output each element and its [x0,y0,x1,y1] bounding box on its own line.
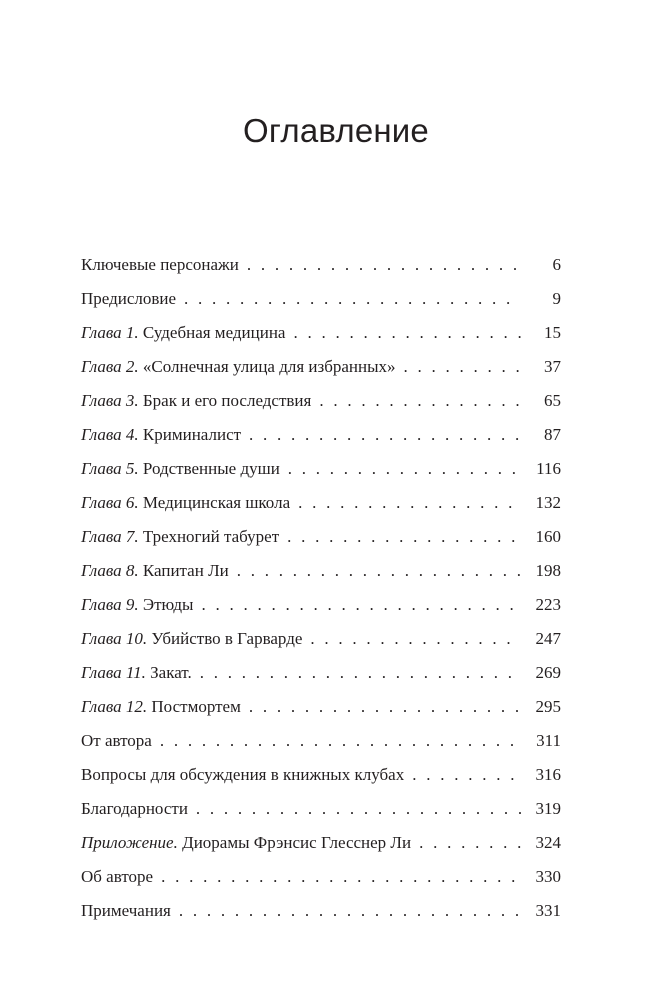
toc-entry[interactable] [81,758,561,792]
toc-entry[interactable] [81,486,561,520]
toc-entry-label [81,724,152,758]
dot-leader [160,724,521,758]
toc-entry-label [81,486,290,520]
toc-entry-label [81,690,241,724]
toc-entry-title: От автора [81,731,152,750]
toc-entry-page-number: 87 [544,425,561,444]
toc-entry[interactable] [81,418,561,452]
toc-entry[interactable] [81,554,561,588]
toc-entry[interactable] [81,248,561,282]
toc-entry-title: Диорамы Фрэнсис Глесснер Ли [177,833,412,852]
toc-entry-chapter-number: Глава 8. [81,561,139,580]
toc-entry-title: Брак и его последствия [138,391,312,410]
toc-entry-label [81,758,404,792]
toc-entry-label [81,656,192,690]
toc-entry-page-number: 15 [544,323,561,342]
toc-entry-page-number: 331 [535,901,561,920]
toc-entry-page-number: 247 [535,629,561,648]
toc-entry-chapter-number: Приложение. [81,833,178,852]
toc-entry-label [81,350,396,384]
dot-leader [310,622,521,656]
toc-entry-title: Этюды [138,595,194,614]
toc-entry[interactable] [81,350,561,384]
toc-entry-label [81,588,193,622]
toc-entry-page-number: 6 [552,255,561,274]
toc-entry-label [81,418,241,452]
toc-entry-page-number: 223 [535,595,561,614]
dot-leader [184,282,521,316]
toc-entry-page-number: 160 [535,527,561,546]
toc-entry-chapter-number: Глава 12. [81,697,148,716]
toc-entry-chapter-number: Глава 4. [81,425,139,444]
dot-leader [196,792,521,826]
toc-entry-title: Криминалист [138,425,242,444]
toc-entry[interactable] [81,520,561,554]
toc-entry-page-number: 319 [535,799,561,818]
toc-entry[interactable] [81,622,561,656]
toc-entry-title: Убийство в Гарварде [147,629,303,648]
toc-entry-page-number: 37 [544,357,561,376]
dot-leader [249,690,521,724]
toc-entry-chapter-number: Глава 2. [81,357,139,376]
toc-entry-chapter-number: Глава 5. [81,459,139,478]
toc-entry[interactable] [81,656,561,690]
toc-entry-title: Об авторе [81,867,154,886]
toc-entry-page-number: 330 [535,867,561,886]
toc-entry-title: Судебная медицина [138,323,286,342]
toc-entry[interactable] [81,894,561,928]
toc-entry[interactable] [81,690,561,724]
toc-entry-title: Предисловие [81,289,177,308]
toc-entry-label [81,554,229,588]
dot-leader [201,588,521,622]
toc-entry[interactable] [81,588,561,622]
toc-entry-label [81,452,280,486]
toc-entry-label [81,894,171,928]
dot-leader [247,248,521,282]
dot-leader [293,316,521,350]
toc-entry-label [81,248,239,282]
toc-entry-chapter-number: Глава 11. [81,663,146,682]
toc-entry[interactable] [81,452,561,486]
toc-entry-title: Примечания [81,901,171,920]
toc-entry-page-number: 116 [536,459,561,478]
toc-entry-title: Вопросы для обсуждения в книжных клубах [81,765,405,784]
dot-leader [404,350,521,384]
toc-entry-title: Благодарности [81,799,188,818]
toc-entry-page-number: 65 [544,391,561,410]
dot-leader [249,418,521,452]
dot-leader [161,860,521,894]
toc-entry-label [81,860,153,894]
toc-entry-page-number: 311 [536,731,561,750]
toc-entry-chapter-number: Глава 10. [81,629,148,648]
dot-leader [237,554,521,588]
dot-leader [298,486,521,520]
toc-entry-chapter-number: Глава 6. [81,493,139,512]
dot-leader [419,826,521,860]
toc-entry-chapter-number: Глава 3. [81,391,139,410]
toc-entry-label [81,520,279,554]
dot-leader [319,384,521,418]
toc-entry[interactable] [81,792,561,826]
toc-entry-page-number: 295 [535,697,561,716]
toc-entry-title: Трехногий табурет [138,527,280,546]
toc-entry-label [81,826,411,860]
page-title: Оглавление [243,112,429,149]
toc-entry-page-number: 9 [552,289,561,308]
toc-entry-title: Медицинская школа [138,493,291,512]
toc-entry-title: Закат. [145,663,192,682]
toc-entry-page-number: 316 [535,765,561,784]
toc-entry-title: Капитан Ли [138,561,229,580]
toc-entry-title: Постмортем [147,697,241,716]
toc-entry-page-number: 132 [535,493,561,512]
toc-entry-title: Ключевые персонажи [81,255,239,274]
toc-entry-page-number: 269 [535,663,561,682]
toc-entry-page-number: 324 [535,833,561,852]
dot-leader [287,520,521,554]
toc-entry-chapter-number: Глава 7. [81,527,139,546]
toc-entry-label [81,316,285,350]
table-of-contents [81,248,561,928]
toc-entry[interactable] [81,860,561,894]
toc-entry[interactable] [81,316,561,350]
toc-entry-label [81,792,188,826]
toc-entry-title: Родственные души [138,459,280,478]
dot-leader [412,758,521,792]
toc-entry-chapter-number: Глава 1. [81,323,139,342]
toc-entry[interactable] [81,826,561,860]
dot-leader [288,452,521,486]
toc-entry[interactable] [81,724,561,758]
dot-leader [200,656,521,690]
toc-entry-title: «Солнечная улица для избранных» [138,357,396,376]
toc-entry-label [81,384,311,418]
toc-entry-label [81,282,176,316]
toc-entry[interactable] [81,384,561,418]
toc-entry[interactable] [81,282,561,316]
toc-entry-chapter-number: Глава 9. [81,595,139,614]
dot-leader [179,894,521,928]
toc-entry-label [81,622,302,656]
toc-entry-page-number: 198 [535,561,561,580]
